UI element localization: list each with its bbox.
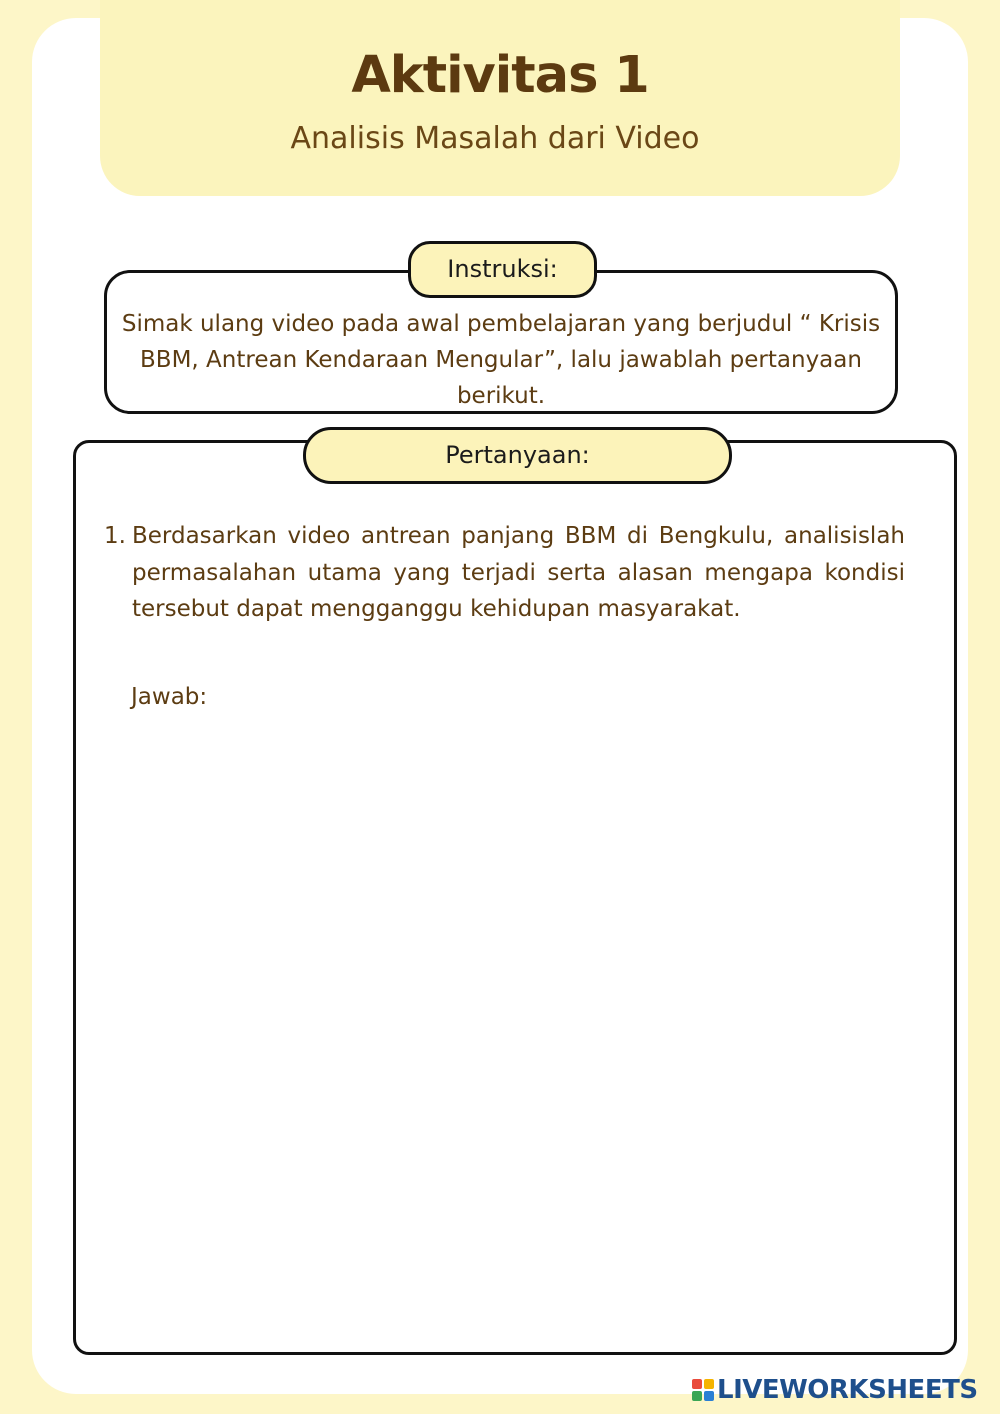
page-subtitle: Analisis Masalah dari Video — [290, 121, 700, 156]
instructions-label: Instruksi: — [408, 241, 597, 298]
instructions-text: Simak ulang video pada awal pembelajaran yang berjudul “ Krisis BBM, Antrean Kendaraan Mengular”, lalu jawablah pertanyaan berikut. — [121, 311, 881, 409]
watermark-text: LIVEWORKSHEETS — [717, 1375, 978, 1405]
answer-input-area[interactable] — [131, 722, 905, 1322]
liveworksheets-watermark — [692, 1373, 978, 1407]
questions-label: Pertanyaan: — [303, 427, 732, 484]
answer-label: Jawab: — [131, 684, 208, 710]
liveworksheets-logo-icon — [692, 1379, 714, 1401]
question-number: 1. — [104, 523, 126, 549]
question-text: Berdasarkan video antrean panjang BBM di Bengkulu, analisislah permasalahan utama yang terjadi serta alasan mengapa kondisi tersebut dapat mengganggu kehidupan masyarakat. — [132, 523, 905, 622]
page-title: Aktivitas 1 — [351, 46, 649, 105]
